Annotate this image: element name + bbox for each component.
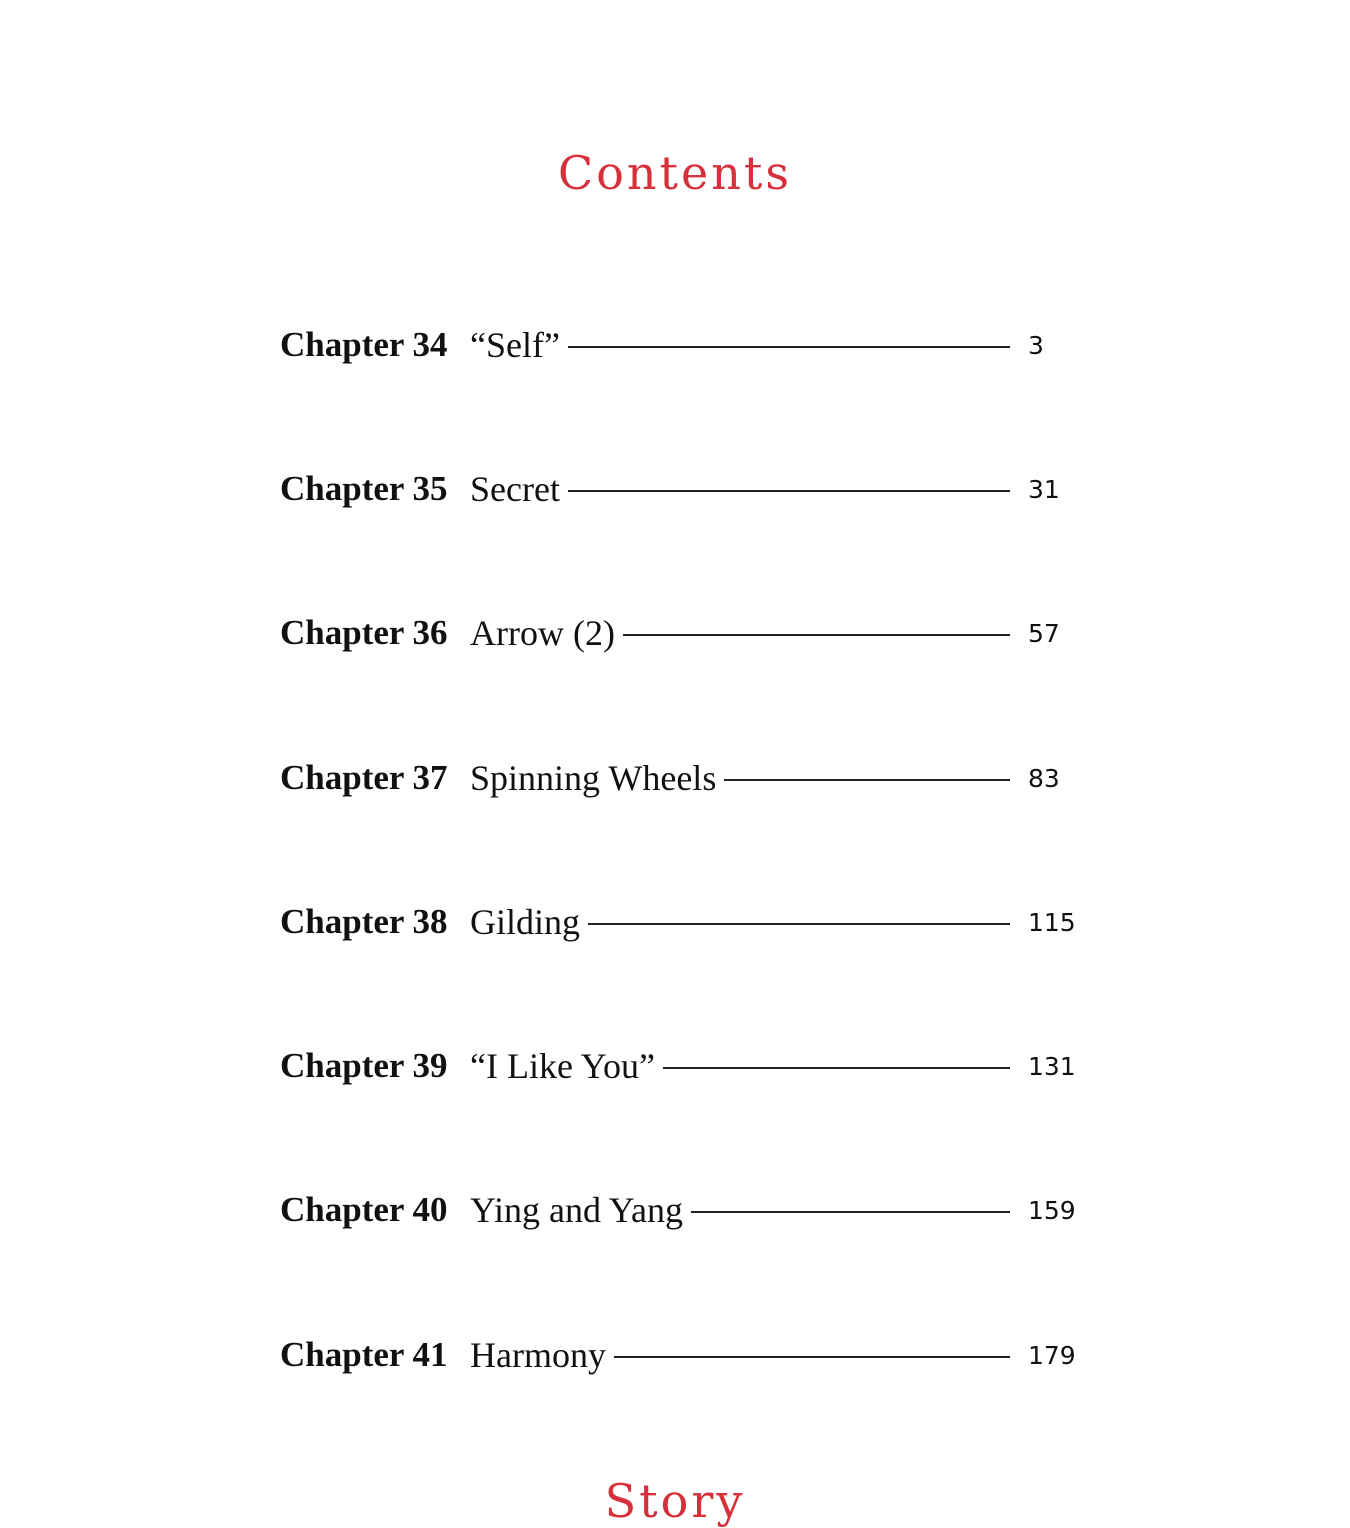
page-number: 57 [1028,618,1060,648]
chapter-title: Spinning Wheels [470,758,717,798]
leader-line [614,1356,1010,1358]
toc-entry-36[interactable] [280,611,1080,655]
toc-entry-39[interactable] [280,1044,1080,1088]
leader-line [663,1067,1010,1069]
page-number: 31 [1028,474,1060,504]
page-number: 115 [1028,907,1076,937]
chapter-title: “I Like You” [470,1046,655,1086]
toc-entry-38[interactable] [280,900,1080,944]
toc-entry-41[interactable] [280,1333,1080,1377]
chapter-title: Harmony [470,1335,606,1375]
page-number: 179 [1028,1340,1076,1370]
page-title: Contents [558,146,792,200]
chapter-title: “Self” [470,325,560,365]
chapter-label: Chapter 39 [280,1046,448,1085]
leader-line [724,779,1010,781]
page-number: 83 [1028,763,1060,793]
chapter-label: Chapter 40 [280,1190,448,1229]
chapter-label: Chapter 38 [280,902,448,941]
chapter-label: Chapter 34 [280,325,448,364]
chapter-label: Chapter 37 [280,758,448,797]
chapter-label: Chapter 41 [280,1335,448,1374]
page-number: 159 [1028,1195,1076,1225]
toc-entry-37[interactable] [280,756,1080,800]
toc-entry-34[interactable] [280,323,1080,367]
next-section-heading: Story [604,1474,746,1528]
toc-entry-35[interactable] [280,467,1080,511]
leader-line [623,634,1010,636]
chapter-label: Chapter 35 [280,469,448,508]
leader-line [588,923,1010,925]
leader-line [691,1211,1010,1213]
page-number: 3 [1028,330,1044,360]
toc-entry-40[interactable] [280,1188,1080,1232]
page-number: 131 [1028,1051,1076,1081]
chapter-title: Ying and Yang [470,1190,684,1230]
chapter-title: Secret [470,469,560,509]
leader-line [568,490,1010,492]
chapter-title: Gilding [470,902,581,942]
chapter-label: Chapter 36 [280,613,448,652]
leader-line [568,346,1010,348]
chapter-title: Arrow (2) [470,613,615,653]
